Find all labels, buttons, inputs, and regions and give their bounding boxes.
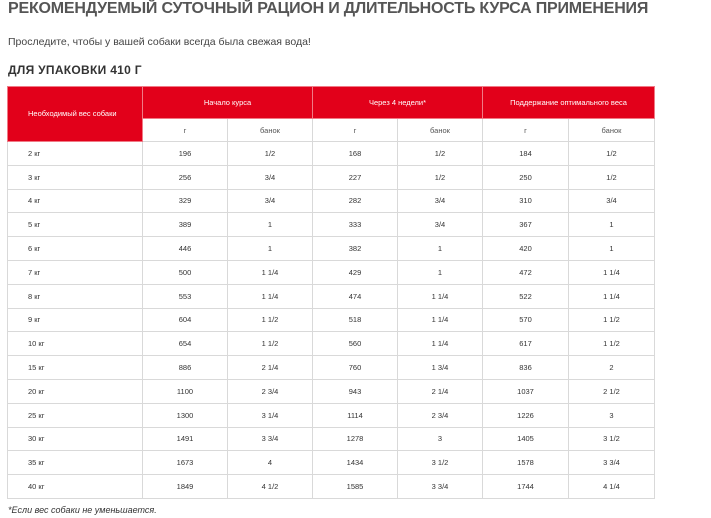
start-grams-cell: 1491 <box>143 427 228 451</box>
weight-cell: 8 кг <box>8 284 143 308</box>
weight-cell: 6 кг <box>8 237 143 261</box>
weeks4-cans-cell: 2 1/4 <box>398 379 483 403</box>
start-grams-cell: 1100 <box>143 379 228 403</box>
start-cans-cell: 3 3/4 <box>228 427 313 451</box>
weeks4-grams-cell: 333 <box>313 213 398 237</box>
weight-cell: 7 кг <box>8 260 143 284</box>
weeks4-cans-cell: 3/4 <box>398 189 483 213</box>
start-cans-cell: 1 <box>228 213 313 237</box>
maintain-grams-cell: 420 <box>483 237 569 261</box>
maintain-grams-cell: 472 <box>483 260 569 284</box>
weight-cell: 15 кг <box>8 356 143 380</box>
header-4weeks: Через 4 недели* <box>313 87 483 119</box>
start-cans-cell: 4 <box>228 451 313 475</box>
table-row <box>8 189 655 213</box>
maintain-cans-cell: 1 1/4 <box>569 260 655 284</box>
maintain-cans-cell: 1 1/2 <box>569 332 655 356</box>
weeks4-cans-cell: 1/2 <box>398 142 483 166</box>
start-grams-cell: 1300 <box>143 403 228 427</box>
table-row <box>8 308 655 332</box>
weeks4-grams-cell: 429 <box>313 260 398 284</box>
maintain-cans-cell: 1 <box>569 237 655 261</box>
weeks4-cans-cell: 1 <box>398 260 483 284</box>
table-row <box>8 332 655 356</box>
table-row <box>8 142 655 166</box>
weight-cell: 40 кг <box>8 475 143 499</box>
table-row <box>8 260 655 284</box>
subheader-cans: банок <box>569 119 655 142</box>
start-cans-cell: 1 1/4 <box>228 260 313 284</box>
table-row <box>8 237 655 261</box>
start-cans-cell: 2 1/4 <box>228 356 313 380</box>
weight-cell: 4 кг <box>8 189 143 213</box>
maintain-cans-cell: 3 3/4 <box>569 451 655 475</box>
weeks4-cans-cell: 2 3/4 <box>398 403 483 427</box>
table-row <box>8 451 655 475</box>
start-cans-cell: 2 3/4 <box>228 379 313 403</box>
start-grams-cell: 446 <box>143 237 228 261</box>
weight-cell: 10 кг <box>8 332 143 356</box>
start-grams-cell: 654 <box>143 332 228 356</box>
weeks4-grams-cell: 943 <box>313 379 398 403</box>
weeks4-grams-cell: 518 <box>313 308 398 332</box>
weeks4-grams-cell: 282 <box>313 189 398 213</box>
maintain-grams-cell: 310 <box>483 189 569 213</box>
weeks4-grams-cell: 760 <box>313 356 398 380</box>
weight-cell: 30 кг <box>8 427 143 451</box>
start-cans-cell: 3 1/4 <box>228 403 313 427</box>
header-maintain: Поддержание оптимального веса <box>483 87 655 119</box>
weight-cell: 20 кг <box>8 379 143 403</box>
weeks4-cans-cell: 1 <box>398 237 483 261</box>
weeks4-cans-cell: 1 3/4 <box>398 356 483 380</box>
weight-cell: 3 кг <box>8 165 143 189</box>
start-cans-cell: 1 1/4 <box>228 284 313 308</box>
start-grams-cell: 1673 <box>143 451 228 475</box>
maintain-cans-cell: 1 <box>569 213 655 237</box>
weeks4-cans-cell: 3 3/4 <box>398 475 483 499</box>
maintain-grams-cell: 836 <box>483 356 569 380</box>
start-cans-cell: 3/4 <box>228 189 313 213</box>
weeks4-grams-cell: 168 <box>313 142 398 166</box>
weight-cell: 25 кг <box>8 403 143 427</box>
maintain-grams-cell: 184 <box>483 142 569 166</box>
weeks4-cans-cell: 1 1/4 <box>398 284 483 308</box>
maintain-grams-cell: 1405 <box>483 427 569 451</box>
start-grams-cell: 1849 <box>143 475 228 499</box>
maintain-grams-cell: 1744 <box>483 475 569 499</box>
package-heading: ДЛЯ УПАКОВКИ 410 Г <box>8 63 142 77</box>
maintain-grams-cell: 1037 <box>483 379 569 403</box>
weight-cell: 2 кг <box>8 142 143 166</box>
start-grams-cell: 196 <box>143 142 228 166</box>
subheader-cans: банок <box>228 119 313 142</box>
maintain-cans-cell: 1/2 <box>569 142 655 166</box>
weeks4-grams-cell: 1434 <box>313 451 398 475</box>
maintain-grams-cell: 250 <box>483 165 569 189</box>
header-start: Начало курса <box>143 87 313 119</box>
header-weight: Необходимый вес собаки <box>8 87 143 142</box>
weight-cell: 5 кг <box>8 213 143 237</box>
table-row <box>8 379 655 403</box>
maintain-cans-cell: 1/2 <box>569 165 655 189</box>
weeks4-cans-cell: 3 <box>398 427 483 451</box>
table-row <box>8 213 655 237</box>
weeks4-grams-cell: 382 <box>313 237 398 261</box>
weeks4-cans-cell: 3 1/2 <box>398 451 483 475</box>
table-row <box>8 475 655 499</box>
weeks4-grams-cell: 227 <box>313 165 398 189</box>
ration-table <box>7 86 655 499</box>
start-cans-cell: 1/2 <box>228 142 313 166</box>
weeks4-cans-cell: 1/2 <box>398 165 483 189</box>
weeks4-cans-cell: 3/4 <box>398 213 483 237</box>
subheader-cans: банок <box>398 119 483 142</box>
start-cans-cell: 1 <box>228 237 313 261</box>
maintain-grams-cell: 1226 <box>483 403 569 427</box>
table-header-row <box>8 87 655 119</box>
weeks4-cans-cell: 1 1/4 <box>398 332 483 356</box>
table-row <box>8 427 655 451</box>
start-grams-cell: 886 <box>143 356 228 380</box>
table-row <box>8 403 655 427</box>
start-grams-cell: 256 <box>143 165 228 189</box>
maintain-grams-cell: 1578 <box>483 451 569 475</box>
start-grams-cell: 604 <box>143 308 228 332</box>
maintain-cans-cell: 3 <box>569 403 655 427</box>
subheader-grams: г <box>483 119 569 142</box>
maintain-cans-cell: 1 1/4 <box>569 284 655 308</box>
weeks4-grams-cell: 474 <box>313 284 398 308</box>
footnote: *Если вес собаки не уменьшается. <box>8 505 157 515</box>
weeks4-cans-cell: 1 1/4 <box>398 308 483 332</box>
subheader-grams: г <box>313 119 398 142</box>
maintain-cans-cell: 3/4 <box>569 189 655 213</box>
start-cans-cell: 3/4 <box>228 165 313 189</box>
table-row <box>8 165 655 189</box>
water-note: Проследите, чтобы у вашей собаки всегда была свежая вода! <box>8 36 311 48</box>
table-row <box>8 356 655 380</box>
weeks4-grams-cell: 1278 <box>313 427 398 451</box>
weeks4-grams-cell: 560 <box>313 332 398 356</box>
maintain-grams-cell: 570 <box>483 308 569 332</box>
subheader-grams: г <box>143 119 228 142</box>
weight-cell: 9 кг <box>8 308 143 332</box>
table-row <box>8 284 655 308</box>
page-title: РЕКОМЕНДУЕМЫЙ СУТОЧНЫЙ РАЦИОН И ДЛИТЕЛЬНОСТЬ КУРСА ПРИМЕНЕНИЯ <box>8 0 649 17</box>
maintain-cans-cell: 2 <box>569 356 655 380</box>
start-cans-cell: 1 1/2 <box>228 308 313 332</box>
maintain-grams-cell: 617 <box>483 332 569 356</box>
start-cans-cell: 1 1/2 <box>228 332 313 356</box>
weight-cell: 35 кг <box>8 451 143 475</box>
maintain-cans-cell: 2 1/2 <box>569 379 655 403</box>
weeks4-grams-cell: 1585 <box>313 475 398 499</box>
start-grams-cell: 389 <box>143 213 228 237</box>
start-grams-cell: 500 <box>143 260 228 284</box>
maintain-grams-cell: 367 <box>483 213 569 237</box>
maintain-cans-cell: 4 1/4 <box>569 475 655 499</box>
start-cans-cell: 4 1/2 <box>228 475 313 499</box>
maintain-cans-cell: 1 1/2 <box>569 308 655 332</box>
start-grams-cell: 553 <box>143 284 228 308</box>
start-grams-cell: 329 <box>143 189 228 213</box>
maintain-cans-cell: 3 1/2 <box>569 427 655 451</box>
weeks4-grams-cell: 1114 <box>313 403 398 427</box>
maintain-grams-cell: 522 <box>483 284 569 308</box>
